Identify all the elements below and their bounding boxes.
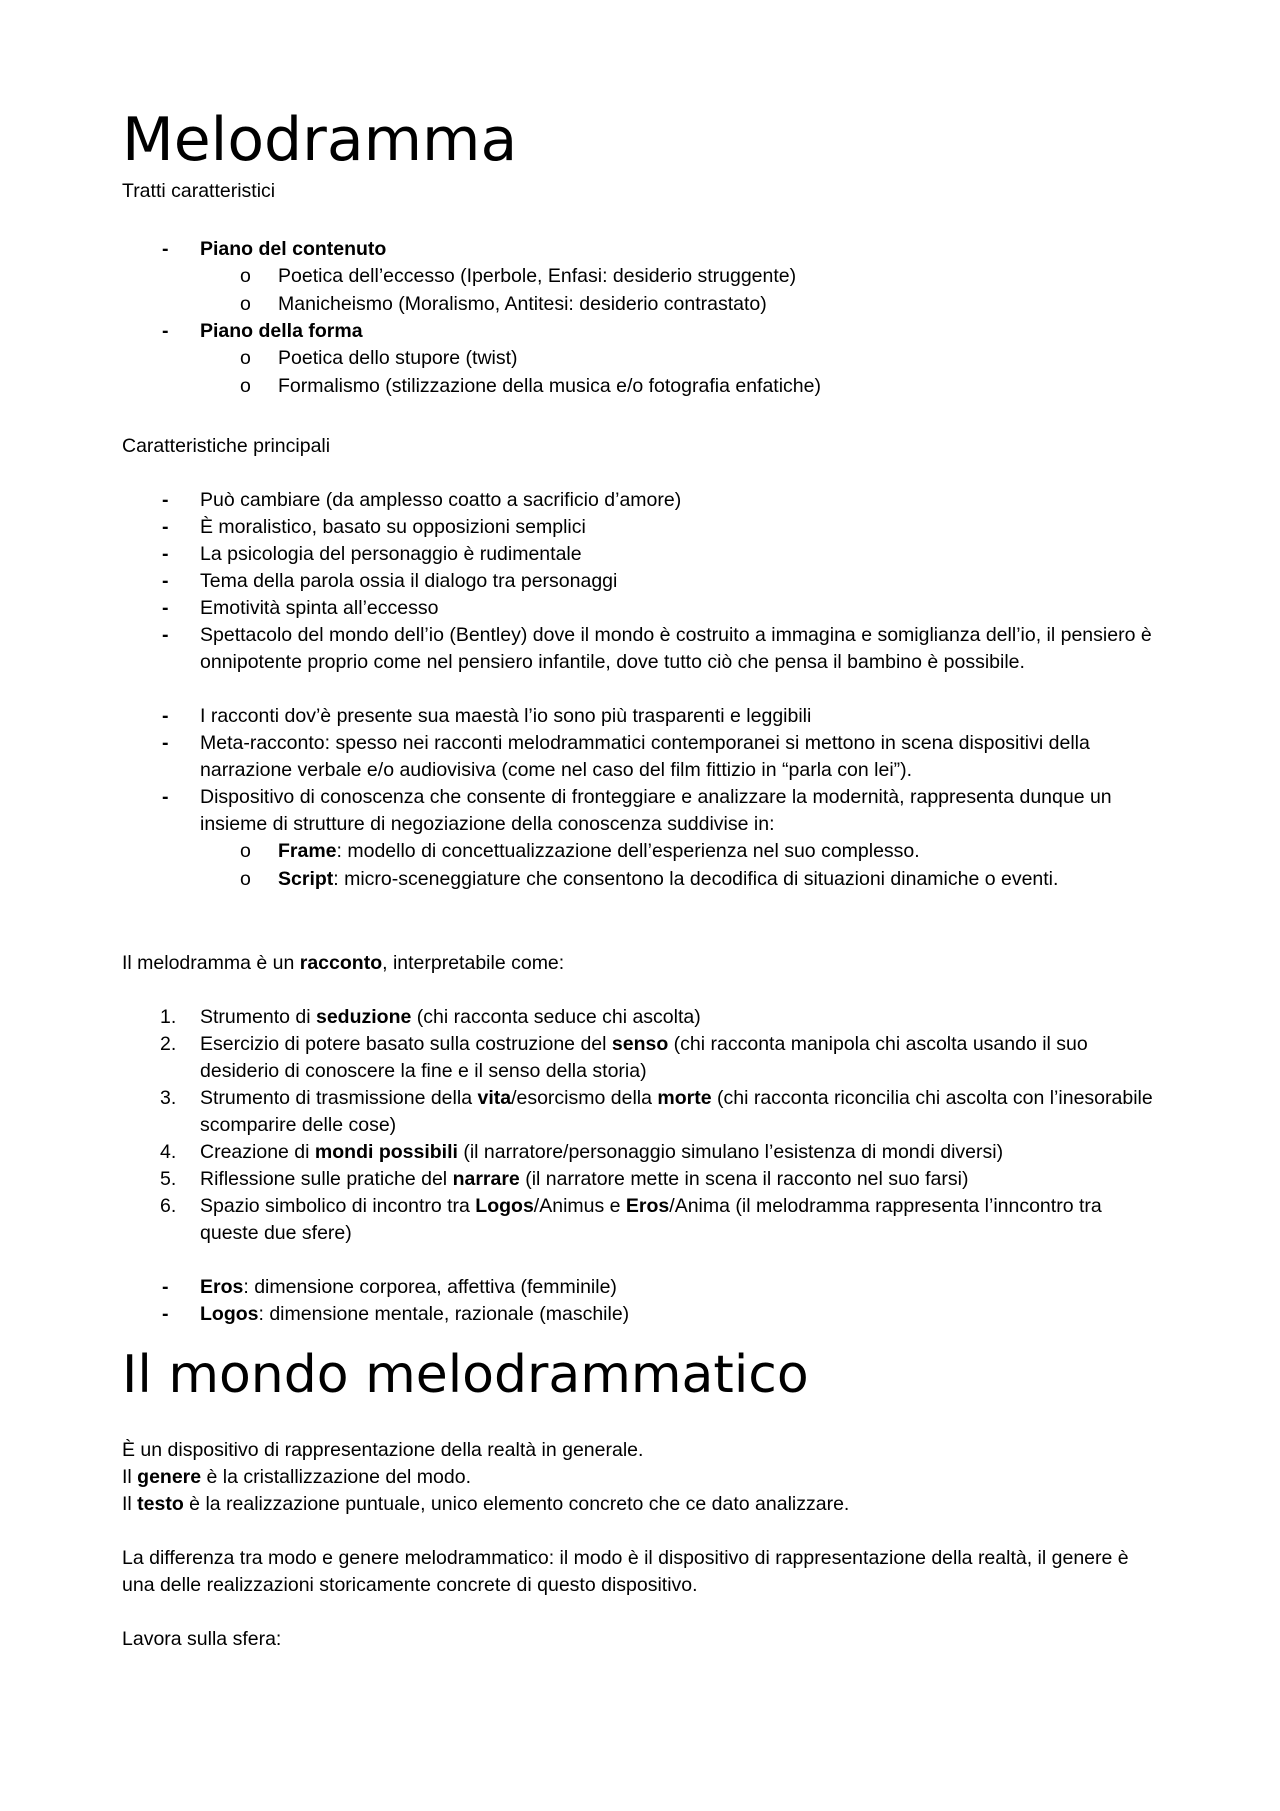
definition-eros [200, 1274, 1160, 1301]
page-title: Melodramma [122, 105, 518, 175]
text: Strumento di trasmissione della [200, 1087, 478, 1109]
bullet-dash: - [162, 705, 169, 727]
list-number: 6. [160, 1195, 177, 1217]
text: (chi racconta manipola chi ascolta usando il suo desiderio di conoscere la fine e il senso della storia) [200, 1033, 1088, 1082]
section-heading-tratti: Tratti caratteristici [122, 180, 276, 202]
bold-term: morte [657, 1087, 712, 1109]
intro-bold: racconto [299, 952, 383, 974]
sub-bullet: o [240, 347, 251, 369]
text: : dimensione mentale, razionale (maschile) [258, 1303, 630, 1325]
mondo-line-1: È un dispositivo di rappresentazione della realtà in generale. [122, 1439, 644, 1461]
bullet-dash: - [162, 543, 169, 565]
numbered-item [200, 1085, 1160, 1139]
list-item: Emotività spinta all’eccesso [200, 597, 439, 619]
bold-term: mondi possibili [314, 1141, 458, 1163]
list-item: Poetica dell’eccesso (Iperbole, Enfasi: desiderio struggente) [278, 265, 797, 287]
sub-bullet: o [240, 868, 251, 890]
text: (il narratore mette in scena il racconto nel suo farsi) [519, 1168, 969, 1190]
list-item: Meta-racconto: spesso nei racconti melodrammatici contemporanei si mettono in scena dispositivi della narrazione verbale e/o audiovisiva (come nel caso del film fittizio in “parla con lei”). [200, 732, 1090, 781]
sub-bullet: o [240, 293, 251, 315]
sub-bullet: o [240, 265, 251, 287]
list-item-script [278, 866, 1178, 893]
intro-text: Il melodramma è un [122, 952, 300, 974]
numbered-item [200, 1004, 1160, 1031]
text: (il narratore/personaggio simulano l’esistenza di mondi diversi) [457, 1141, 1004, 1163]
list-item: Manicheismo (Moralismo, Antitesi: desiderio contrastato) [278, 293, 767, 315]
bullet-dash: - [162, 570, 169, 592]
text: /Animus e [533, 1195, 626, 1217]
term-frame-text: : modello di concettualizzazione dell’esperienza nel suo complesso. [336, 840, 920, 862]
list-item: Spettacolo del mondo dell’io (Bentley) dove il mondo è costruito a immagina e somiglianza dell’io, il pensiero è onnipotente proprio come nel pensiero infantile, dove tutto ciò che pensa il bambino è possibile. [200, 624, 1152, 673]
numbered-item [200, 1031, 1160, 1085]
mondo-line-2 [122, 1464, 471, 1491]
list-item-frame [278, 838, 1178, 865]
list-item: Tema della parola ossia il dialogo tra personaggi [200, 570, 618, 592]
intro-text: , interpretabile come: [382, 952, 565, 974]
list-item: I racconti dov’è presente sua maestà l’io sono più trasparenti e leggibili [200, 705, 812, 727]
list-number: 4. [160, 1141, 177, 1163]
numbered-item [200, 1193, 1160, 1247]
list-item: Formalismo (stilizzazione della musica e/o fotografia enfatiche) [278, 375, 821, 397]
term-script: Script [278, 868, 334, 890]
sub-bullet: o [240, 840, 251, 862]
bullet-dash: - [162, 238, 169, 260]
text: Esercizio di potere basato sulla costruzione del [200, 1033, 612, 1055]
bullet-dash: - [162, 516, 169, 538]
bold-term: vita [477, 1087, 512, 1109]
bullet-dash: - [162, 1303, 169, 1325]
term-frame: Frame [278, 840, 337, 862]
numbered-item [200, 1166, 1160, 1193]
bold-term: senso [611, 1033, 669, 1055]
bold-term: narrare [452, 1168, 520, 1190]
list-item: Poetica dello stupore (twist) [278, 347, 518, 369]
bold-term: Logos [200, 1303, 259, 1325]
bold-term: genere [137, 1466, 202, 1488]
bold-term: seduzione [315, 1006, 412, 1028]
bullet-dash: - [162, 597, 169, 619]
mondo-paragraph: La differenza tra modo e genere melodrammatico: il modo è il dispositivo di rappresentazione della realtà, il genere è una delle realizzazioni storicamente concrete di questo dispositivo. [122, 1547, 1129, 1596]
list-number: 5. [160, 1168, 177, 1190]
sub-bullet: o [240, 375, 251, 397]
bold-term: Eros [200, 1276, 244, 1298]
text: (chi racconta seduce chi ascolta) [411, 1006, 701, 1028]
list-item: Può cambiare (da amplesso coatto a sacrificio d’amore) [200, 489, 682, 511]
text: /Anima (il melodramma rappresenta l’inncontro tra queste due sfere) [200, 1195, 1102, 1244]
numbered-item [200, 1139, 1160, 1166]
list-item: È moralistico, basato su opposizioni semplici [200, 516, 586, 538]
bullet-dash: - [162, 786, 169, 808]
text: Spazio simbolico di incontro tra [200, 1195, 476, 1217]
bullet-dash: - [162, 624, 169, 646]
list-number: 2. [160, 1033, 177, 1055]
mondo-closing: Lavora sulla sfera: [122, 1628, 282, 1650]
racconto-intro [122, 950, 564, 977]
text: Strumento di [200, 1006, 316, 1028]
text: è la cristallizzazione del modo. [201, 1466, 472, 1488]
list-number: 3. [160, 1087, 177, 1109]
list-item: Dispositivo di conoscenza che consente di fronteggiare e analizzare la modernità, rappresenta dunque un insieme di strutture di negoziazione della conoscenza suddivise in: [200, 786, 1112, 835]
mondo-line-3 [122, 1491, 849, 1518]
section-heading-caratteristiche: Caratteristiche principali [122, 435, 331, 457]
list-item: La psicologia del personaggio è rudimentale [200, 543, 582, 565]
bold-term: Eros [625, 1195, 670, 1217]
bullet-dash: - [162, 489, 169, 511]
definition-logos [200, 1301, 1160, 1328]
text: Creazione di [200, 1141, 315, 1163]
text: Il [122, 1493, 138, 1515]
group-label-contenuto: Piano del contenuto [200, 238, 387, 260]
list-number: 1. [160, 1006, 177, 1028]
bullet-dash: - [162, 1276, 169, 1298]
text: Riflessione sulle pratiche del [200, 1168, 453, 1190]
text: (chi racconta riconcilia chi ascolta con l’inesorabile scomparire delle cose) [200, 1087, 1153, 1136]
text: è la realizzazione puntuale, unico elemento concreto che ce dato analizzare. [183, 1493, 850, 1515]
bullet-dash: - [162, 320, 169, 342]
text: /esorcismo della [511, 1087, 658, 1109]
term-script-text: : micro-sceneggiature che consentono la decodifica di situazioni dinamiche o eventi. [333, 868, 1059, 890]
section-title-mondo: Il mondo melodrammatico [122, 1345, 809, 1405]
group-label-forma: Piano della forma [200, 320, 363, 342]
bold-term: Logos [475, 1195, 534, 1217]
bold-term: testo [137, 1493, 184, 1515]
text: Il [122, 1466, 138, 1488]
text: : dimensione corporea, affettiva (femminile) [243, 1276, 617, 1298]
bullet-dash: - [162, 732, 169, 754]
